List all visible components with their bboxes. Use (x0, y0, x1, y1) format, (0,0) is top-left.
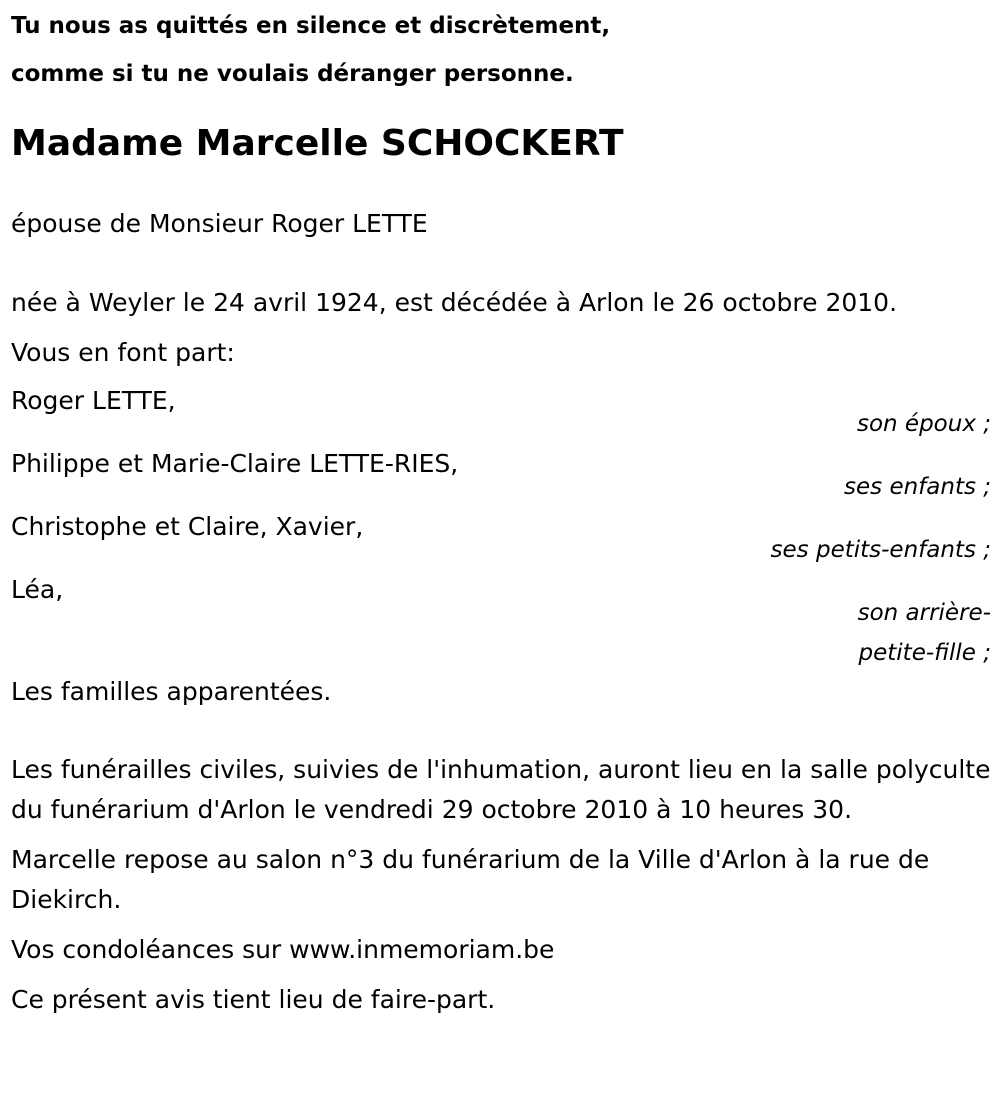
family-entry (11, 381, 991, 444)
quote-line-1: Tu nous as quittés en silence et discrètement, (11, 13, 611, 39)
notice-line: Ce présent avis tient lieu de faire-part. (11, 985, 496, 1014)
obituary-notice (11, 0, 991, 1020)
relatives-line: Les familles apparentées. (11, 677, 332, 706)
family-member: Christophe et Claire, Xavier, (11, 512, 364, 541)
deceased-name: Madame Marcelle SCHOCKERT (11, 123, 624, 164)
announce-line: Vous en font part: (11, 338, 235, 367)
spouse-line: épouse de Monsieur Roger LETTE (11, 209, 428, 238)
family-entry (11, 570, 991, 672)
family-relation: son époux ; (856, 411, 991, 437)
condolences-line: Vos condoléances sur www.inmemoriam.be (11, 935, 555, 964)
family-member: Léa, (11, 575, 64, 604)
family-relation: ses enfants ; (844, 474, 991, 500)
birth-death-line: née à Weyler le 24 avril 1924, est décédée à Arlon le 26 octobre 2010. (11, 288, 898, 317)
family-member: Philippe et Marie-Claire LETTE-RIES, (11, 449, 459, 478)
family-entry (11, 507, 991, 570)
family-member: Roger LETTE, (11, 386, 176, 415)
funeral-details: Les funérailles civiles, suivies de l'inhumation, auront lieu en la salle polyculte du funérarium d'Arlon le vendredi 29 octobre 2010 à 10 heures 30. (11, 755, 991, 824)
family-relation: ses petits-enfants ; (770, 537, 991, 563)
quote (11, 2, 991, 98)
family-entry (11, 444, 991, 507)
rest-location: Marcelle repose au salon n°3 du funérarium de la Ville d'Arlon à la rue de Diekirch. (11, 845, 930, 914)
quote-line-2: comme si tu ne voulais déranger personne. (11, 61, 574, 87)
family-relation: son arrière-petite-fille ; (857, 600, 991, 666)
